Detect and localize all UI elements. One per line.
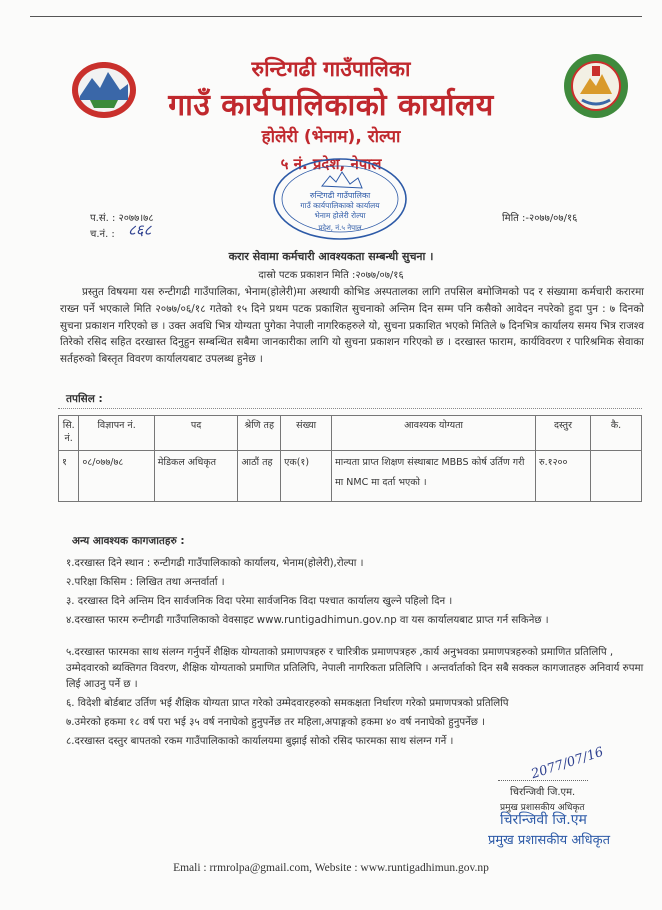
letterhead-address: होलेरी (भेनाम), रोल्पा xyxy=(261,127,401,147)
col-qualification: आवश्यक योग्यता xyxy=(332,416,536,451)
cell-post: मेडिकल अधिकृत xyxy=(154,451,238,502)
doc-item-2: २.परिक्षा किसिम : लिखित तथा अन्तर्वार्ता । xyxy=(66,577,225,588)
doc-item-5: ५.दरखास्त फारमका साथ संलग्न गर्नुपर्ने शैक्षिक योग्यताको प्रमाणपत्रहरु र चारित्रीक प्रमाणपत्रहरु ,कार्य अनुभवका प्रमाणपत्रहरुको प्रमाणित प्रतिलिपि , उम्मेदवारको ब्यक्तिगत विवरण, शैक्षिक योग्यताको प्रमाणित प्रतिलिपि, नेपाली नागरिकता प्रतिलिपि । अन्तर्वार्ताको दिन सबै सक्कल कागजातहरु अनिवार्य रुपमा लिई आउनु पर्ने छ । xyxy=(66,647,644,690)
stamp-line-3: भेनाम होलेरी रोल्पा xyxy=(314,211,366,220)
col-serial: सि. नं. xyxy=(59,416,79,451)
doc-item-6: ६. विदेशी बोर्डबाट उर्तिण भई शैक्षिक योग्यता प्राप्त गरेको उम्मेदवारहरुको समकक्षता निर्धारण गरेको प्रमाणपत्रको प्रतिलिपि xyxy=(66,698,509,709)
footer-contact: Emali : rrmrolpa@gmail.com, Website : www.runtigadhimun.gov.np xyxy=(173,862,489,874)
table-row xyxy=(59,451,642,502)
cell-ad-number: ०८/०७७/७८ xyxy=(79,451,154,502)
notice-date: मिति :-२०७७/०७/१६ xyxy=(502,213,578,224)
stamp-line-4: प्रदेश, नं.५ नेपाल xyxy=(318,224,362,232)
letterhead-province: ५ नं. प्रदेश, नेपाल xyxy=(280,155,382,173)
col-count: संख्या xyxy=(281,416,332,451)
letterhead-office-name: गाउँ कार्यपालिकाको कार्यालय xyxy=(168,88,494,123)
signature-line xyxy=(498,780,588,781)
cell-fee: रु.१२०० xyxy=(535,451,590,502)
col-remarks: कै. xyxy=(590,416,641,451)
doc-item-3: ३. दरखास्त दिने अन्तिम दिन सार्वजनिक विदा परेमा सार्वजनिक विदा पश्चात कार्यालय खुल्ने पहिलो दिन । xyxy=(66,596,453,607)
col-level: श्रेणि तह xyxy=(238,416,281,451)
cell-level: आठौं तह xyxy=(238,451,281,502)
documents-heading: अन्य आवश्यक कागजातहरु : xyxy=(72,535,185,547)
signatory-designation: प्रमुख प्रशासकीय अधिकृत xyxy=(500,803,585,813)
cell-qualification: मान्यता प्राप्त शिक्षण संस्थाबाट MBBS कोर्ष उर्तिण गरी मा NMC मा दर्ता भएको । xyxy=(332,451,536,502)
signatory-name: चिरन्जिवी जि.एम. xyxy=(510,787,576,798)
cell-count: एक(१) xyxy=(281,451,332,502)
doc-item-8: ८.दरखास्त दस्तुर बापतको रकम गाउँपालिकाको कार्यालयमा बुझाई सोको रसिद फारमका साथ संलग्न गर्ने । xyxy=(66,736,454,747)
top-rule xyxy=(30,16,642,17)
details-heading: तपसिल : xyxy=(66,393,103,405)
notice-subtitle: दास्रो पटक प्रकाशन मिति :२०७७/०७/१६ xyxy=(258,270,404,281)
signature-stamp-designation: प्रमुख प्रशासकीय अधिकृत xyxy=(488,833,611,848)
notice-title: करार सेवामा कर्मचारी आवश्यकता सम्बन्धी सुचना । xyxy=(228,250,434,263)
notice-body: प्रस्तुत विषयमा यस रुन्टीगढी गाउँपालिका, भेनाम(होलेरी)मा अस्थायी कोभिड अस्पतालका लागि तपसिल बमोजिमको पद र संख्यामा कर्मचारी करारमा राख्न पर्ने भएकाले मिति २०७७/०६/१८ गतेको १५ दिने प्रथम पटक प्रकाशित सुचनाको अन्तिम दिन सम्म पनि कसैको आवेदन नपरेको हुदा पुन : ७ दिनको सुचना प्रकाशन गरिएको छ । उक्त अवधि भित्र योग्यता पुगेका नेपाली नागरिकहरुले यो, सुचना प्रकाशित भएको मितिले ७ दिनभित्र कार्यालय समय भित्र राजश्व तिरेको रसिद सहित दरखास्त दिनुहुन सम्बन्धित सबैमा जानकारीका लागि यो सुचना प्रकाशन गरिएको छ । दरखास्त फाराम, कार्यविवरण र पारिश्रमिक सेवाका सर्तहरुको बिस्तृत विवरण कार्यालयबाट उपलब्ध हुनेछ । xyxy=(60,286,644,366)
doc-item-1: १.दरखास्त दिने स्थान : रुन्टीगढी गाउँपालिकाको कार्यालय, भेनाम(होलेरी),रोल्पा । xyxy=(66,558,364,569)
stamp-line-1: रुन्टिगढी गाउँपालिका xyxy=(309,191,371,200)
signature-stamp-name: चिरन्जिवी जि.एम xyxy=(500,812,587,828)
patra-sankhya: प.सं. : २०७७।७८ xyxy=(90,213,154,224)
vacancy-table xyxy=(58,415,642,502)
doc-item-7: ७.उमेरको हकमा १८ वर्ष परा भई ३५ वर्ष ननाघेको हुनुपर्नेछ तर महिला,अपाङ्गको हकमा ४० वर्ष ननाघेको हुनुपर्नेछ । xyxy=(66,717,486,728)
signature-handwritten: 2077/07/16 xyxy=(529,744,606,783)
office-stamp xyxy=(270,156,410,242)
letterhead-line-1: रुन्टिगढी गाउँपालिका xyxy=(251,57,411,81)
cell-remarks xyxy=(590,451,641,502)
table-header-row xyxy=(59,416,642,451)
chalani-number-handwritten: ८६८ xyxy=(128,221,152,239)
details-divider xyxy=(58,408,642,409)
col-post: पद xyxy=(154,416,238,451)
stamp-line-2: गाउँ कार्यपालिकाको कार्यालय xyxy=(300,201,380,210)
cell-serial: १ xyxy=(59,451,79,502)
col-ad-number: विज्ञापन नं. xyxy=(79,416,154,451)
doc-item-4: ४.दरखास्त फारम रुन्टीगढी गाउँपालिकाको वेवसाइट www.runtigadhimun.gov.np वा यस कार्यालयबाट प्राप्त गर्न सकिनेछ । xyxy=(66,615,549,626)
col-fee: दस्तुर xyxy=(535,416,590,451)
chalani-label: च.नं. : xyxy=(90,229,115,240)
